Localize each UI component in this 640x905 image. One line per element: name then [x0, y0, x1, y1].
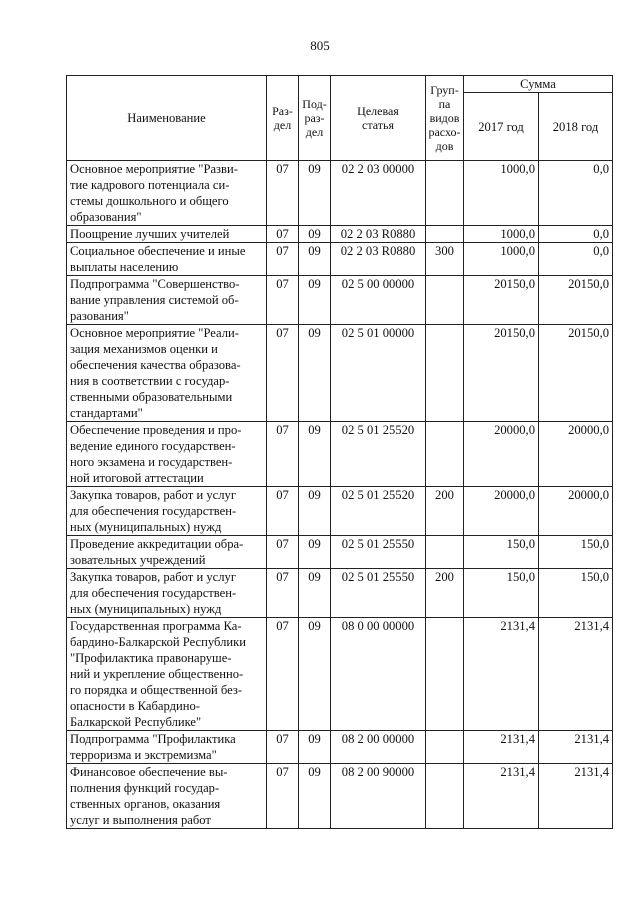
row-expense-group — [426, 536, 464, 569]
row-expense-group — [426, 731, 464, 764]
row-section: 07 — [267, 536, 299, 569]
row-subsection: 09 — [299, 731, 331, 764]
row-expense-group: 200 — [426, 487, 464, 536]
table-row — [67, 422, 613, 487]
row-section: 07 — [267, 731, 299, 764]
row-subsection: 09 — [299, 325, 331, 422]
row-target-article: 02 2 03 00000 — [331, 161, 426, 226]
table-row — [67, 226, 613, 243]
row-name: Закупка товаров, работ и услуг для обеспечения государствен- ных (муниципальных) нужд — [67, 569, 267, 618]
row-sum-2017: 1000,0 — [464, 161, 539, 226]
page-number: 805 — [310, 38, 330, 53]
row-sum-2018: 20150,0 — [539, 325, 613, 422]
row-section: 07 — [267, 325, 299, 422]
row-target-article: 02 2 03 R0880 — [331, 243, 426, 276]
budget-table — [66, 75, 613, 829]
row-expense-group — [426, 325, 464, 422]
row-name: Закупка товаров, работ и услуг для обеспечения государствен- ных (муниципальных) нужд — [67, 487, 267, 536]
row-sum-2017: 150,0 — [464, 536, 539, 569]
row-section: 07 — [267, 618, 299, 731]
row-subsection: 09 — [299, 487, 331, 536]
row-name: Основное мероприятие "Реали- зация механизмов оценки и обеспечения качества образова- ния в соответствии с государ- ственными образовательными стандартами" — [67, 325, 267, 422]
row-expense-group — [426, 161, 464, 226]
table-row — [67, 325, 613, 422]
header-target-article: Целевая статья — [331, 76, 426, 161]
row-sum-2017: 20150,0 — [464, 276, 539, 325]
row-expense-group: 200 — [426, 569, 464, 618]
row-section: 07 — [267, 487, 299, 536]
row-section: 07 — [267, 422, 299, 487]
row-sum-2018: 2131,4 — [539, 618, 613, 731]
row-sum-2018: 0,0 — [539, 243, 613, 276]
table-row — [67, 764, 613, 829]
table-row — [67, 569, 613, 618]
row-subsection: 09 — [299, 161, 331, 226]
row-target-article: 08 2 00 00000 — [331, 731, 426, 764]
header-year-2018: 2018 год — [539, 93, 613, 161]
row-sum-2017: 1000,0 — [464, 226, 539, 243]
table-row — [67, 276, 613, 325]
header-expense-group: Груп- па видов расхо- дов — [426, 76, 464, 161]
row-expense-group — [426, 226, 464, 243]
row-sum-2017: 2131,4 — [464, 764, 539, 829]
row-expense-group — [426, 764, 464, 829]
row-sum-2018: 0,0 — [539, 161, 613, 226]
table-row — [67, 487, 613, 536]
table-row — [67, 161, 613, 226]
row-sum-2018: 2131,4 — [539, 764, 613, 829]
row-name: Поощрение лучших учителей — [67, 226, 267, 243]
header-subsection: Под- раз- дел — [299, 76, 331, 161]
row-sum-2018: 2131,4 — [539, 731, 613, 764]
row-sum-2018: 0,0 — [539, 226, 613, 243]
row-target-article: 08 2 00 90000 — [331, 764, 426, 829]
row-sum-2018: 150,0 — [539, 569, 613, 618]
header-section: Раз- дел — [267, 76, 299, 161]
row-section: 07 — [267, 243, 299, 276]
row-sum-2017: 150,0 — [464, 569, 539, 618]
row-target-article: 02 5 01 25520 — [331, 422, 426, 487]
row-target-article: 02 5 01 25550 — [331, 536, 426, 569]
row-sum-2018: 20150,0 — [539, 276, 613, 325]
row-sum-2018: 20000,0 — [539, 487, 613, 536]
row-target-article: 02 5 01 00000 — [331, 325, 426, 422]
row-sum-2018: 20000,0 — [539, 422, 613, 487]
row-name: Подпрограмма "Совершенство- вание управления системой об- разования" — [67, 276, 267, 325]
row-name: Подпрограмма "Профилактика терроризма и экстремизма" — [67, 731, 267, 764]
table-row — [67, 731, 613, 764]
row-sum-2017: 1000,0 — [464, 243, 539, 276]
row-expense-group — [426, 422, 464, 487]
row-section: 07 — [267, 226, 299, 243]
header-year-2017: 2017 год — [464, 93, 539, 161]
row-sum-2018: 150,0 — [539, 536, 613, 569]
row-expense-group — [426, 618, 464, 731]
table-row — [67, 618, 613, 731]
row-section: 07 — [267, 764, 299, 829]
row-subsection: 09 — [299, 536, 331, 569]
row-sum-2017: 20000,0 — [464, 422, 539, 487]
row-section: 07 — [267, 276, 299, 325]
row-subsection: 09 — [299, 618, 331, 731]
row-subsection: 09 — [299, 226, 331, 243]
row-subsection: 09 — [299, 569, 331, 618]
row-target-article: 02 5 00 00000 — [331, 276, 426, 325]
row-target-article: 08 0 00 00000 — [331, 618, 426, 731]
row-subsection: 09 — [299, 276, 331, 325]
row-expense-group: 300 — [426, 243, 464, 276]
row-expense-group — [426, 276, 464, 325]
row-name: Государственная программа Ка- бардино-Балкарской Республики "Профилактика правонаруше- ний и укрепление общественно- го порядка и общественной без- опасности в Кабардино- Балкарской Республике" — [67, 618, 267, 731]
row-sum-2017: 20000,0 — [464, 487, 539, 536]
row-name: Социальное обеспечение и иные выплаты населению — [67, 243, 267, 276]
row-sum-2017: 20150,0 — [464, 325, 539, 422]
row-target-article: 02 2 03 R0880 — [331, 226, 426, 243]
row-sum-2017: 2131,4 — [464, 618, 539, 731]
header-name: Наименование — [67, 76, 267, 161]
row-target-article: 02 5 01 25550 — [331, 569, 426, 618]
table-row — [67, 243, 613, 276]
row-section: 07 — [267, 569, 299, 618]
row-name: Основное мероприятие "Разви- тие кадрового потенциала си- стемы дошкольного и общего образования" — [67, 161, 267, 226]
row-name: Финансовое обеспечение вы- полнения функций государ- ственных органов, оказания услуг и выполнения работ — [67, 764, 267, 829]
row-name: Проведение аккредитации обра- зовательных учреждений — [67, 536, 267, 569]
row-subsection: 09 — [299, 764, 331, 829]
row-section: 07 — [267, 161, 299, 226]
row-sum-2017: 2131,4 — [464, 731, 539, 764]
row-target-article: 02 5 01 25520 — [331, 487, 426, 536]
row-name: Обеспечение проведения и про- ведение единого государствен- ного экзамена и государствен- ной итоговой аттестации — [67, 422, 267, 487]
row-subsection: 09 — [299, 243, 331, 276]
row-subsection: 09 — [299, 422, 331, 487]
table-row — [67, 536, 613, 569]
header-sum: Сумма — [464, 76, 613, 93]
